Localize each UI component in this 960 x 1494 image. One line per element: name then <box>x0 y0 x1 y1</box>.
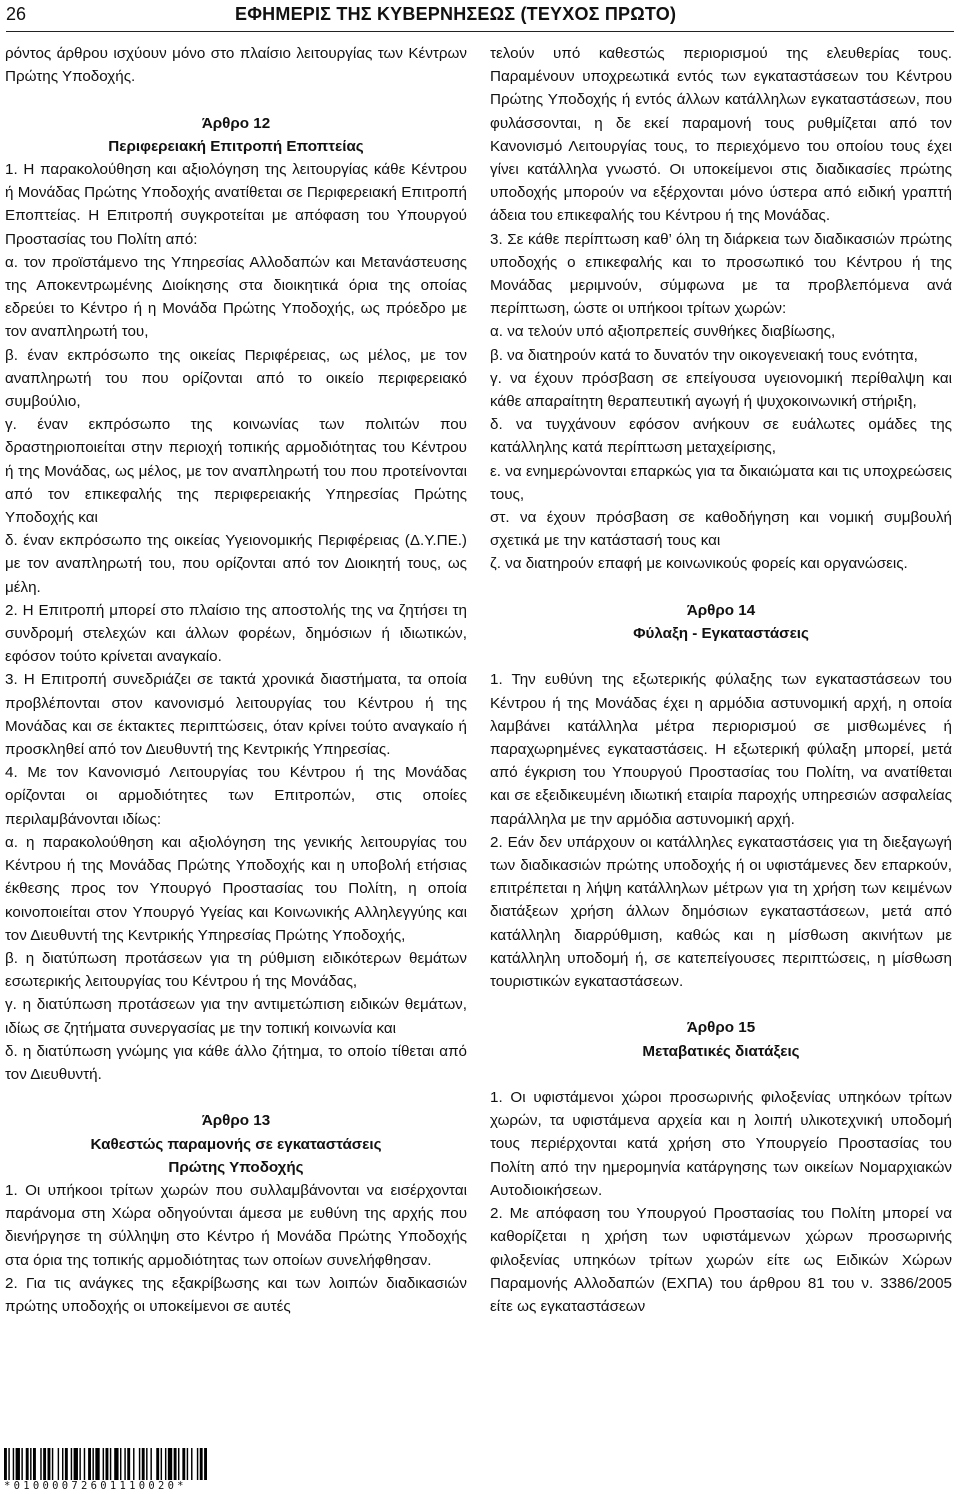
article-12-subitem-a: α. η παρακολούθηση και αξιολόγηση της γενικής λειτουργίας του Κέντρου ή της Μονάδας Πρώτης Υποδοχής και η υποβολή ετήσιας έκθεσης προς τον Υπουργό Προστασίας του Πολίτη, η οποία κοινοποιείται στον Υπουργό Υγείας και Κοινωνικής Αλληλεγγύης και τον Διευθυντή της Κεντρικής Υπηρεσίας Πρώτης Υποδοχής, <box>5 833 467 944</box>
article-14-title: Φύλαξη - Εγκαταστάσεις <box>633 625 809 643</box>
continuation-item-b: β. να διατηρούν κατά το δυνατόν την οικογενειακή τους ενότητα, <box>490 346 918 364</box>
article-15-paragraph: 1. Οι υφιστάμενοι χώροι προσωρινής φιλοξενίας υπηκόων τρίτων χωρών, τα υφιστάμενα αρχεία και η λοιπή υλικοτεχνική υποδομή τους περιέρχονται κατά χρήση στο Υπουργείο Προστασίας του Πολίτη από την ημερομηνία κατάργησης των οικείων Νομαρχιακών Αυτοδιοικήσεων. <box>490 1089 952 1199</box>
article-12-item-c: γ. έναν εκπρόσωπο της κοινωνίας των πολιτών που δραστηριοποιείται στην περιοχή τοπικής αρμοδιότητας του Κέντρου ή της Μονάδας, ως μέλος, με τον αναπληρωτή του που προτείνονται από τον επικεφαλής της περιφερειακής Υπηρεσίας Πρώτης Υποδοχής και <box>5 416 467 527</box>
right-column <box>490 42 952 1318</box>
article-14-number: Άρθρο 14 <box>686 601 756 619</box>
article-12-item-b: β. έναν εκπρόσωπο της οικείας Περιφέρειας, ως μέλος, με τον αναπληρωτή του που ορίζονται από το οικείο περιφερειακό συμβούλιο, <box>5 346 467 411</box>
barcode-number: *01000072601110020* <box>4 1480 187 1492</box>
article-15-number: Άρθρο 15 <box>686 1019 756 1037</box>
article-14-paragraph: 2. Εάν δεν υπάρχουν οι κατάλληλες εγκαταστάσεις για τη διεξαγωγή των διαδικασιών πρώτης υποδοχής ή οι υφιστάμενες δεν επαρκούν, επιτρέπεται η λήψη κατάλληλων μέτρων για τη χρήση των κειμένων διατάξεων χρήση άλλων δημόσιων εγκαταστάσεων, μετά από κατάλληλη διαρρύθμιση, καθώς και η μίσθωση ακινήτων με κατάλληλη υποδομή ή, σε κατεπείγουσες περιπτώσεις, η μίσθωση τουριστικών εγκαταστάσεων. <box>490 833 952 991</box>
barcode-bars <box>4 1448 304 1480</box>
article-12-item-a: α. τον προϊστάμενο της Υπηρεσίας Αλλοδαπών και Μετανάστευσης της Αποκεντρωμένης Διοίκησης στα διοικητικά όρια της οποίας εδρεύει το Κέντρο ή η Μονάδα Πρώτης Υποδοχής, ως πρόεδρο με τον αναπληρωτή του, <box>5 253 467 341</box>
article-13-paragraph: 1. Οι υπήκοοι τρίτων χωρών που συλλαμβάνονται να εισέρχονται παράνομα στη Χώρα οδηγούνται άμεσα με ευθύνη της αρχής που διενήργησε τη σύλληψη στο Κέντρο ή Μονάδα Πρώτης Υποδοχής στα όρια της τοπικής αρμοδιότητας των οποίων συνελήφθησαν. <box>5 1181 467 1269</box>
article-13-paragraph: 2. Για τις ανάγκες της εξακρίβωσης και των λοιπών διαδικασιών πρώτης υποδοχής οι υποκείμενοι σε αυτές <box>5 1274 467 1315</box>
article-12-item-d: δ. έναν εκπρόσωπο της οικείας Υγειονομικής Περιφέρειας (Δ.Υ.ΠΕ.) με τον αναπληρωτή του, που ορίζονται από τον Διοικητή τους, ως μέλη. <box>5 532 467 596</box>
article-15-title: Μεταβατικές διατάξεις <box>642 1042 800 1060</box>
continuation-item-e: ε. να ενημερώνονται επαρκώς για τα δικαιώματα και τις υποχρεώσεις τους, <box>490 462 952 503</box>
continuation-item-z: ζ. να διατηρούν επαφή με κοινωνικούς φορείς και οργανώσεις. <box>490 555 908 573</box>
article-12-subitem-c: γ. η διατύπωση προτάσεων για την αντιμετώπιση ειδικών θεμάτων, ιδίως σε ζητήματα συνεργασίας με την τοπική κοινωνία και <box>5 996 467 1037</box>
continuation-item-st: στ. να έχουν πρόσβαση σε καθοδήγηση και νομική συμβουλή σχετικά με την κατάστασή τους και <box>490 509 952 550</box>
article-13-title-line2: Πρώτης Υποδοχής <box>168 1158 304 1176</box>
barcode <box>4 1448 304 1494</box>
left-column <box>5 42 467 1318</box>
article-12-subitem-b: β. η διατύπωση προτάσεων για τη ρύθμιση ειδικότερων θεμάτων εσωτερικής λειτουργίας του Κέντρου ή της Μονάδας, <box>5 949 467 991</box>
continuation-item-d: δ. να τυγχάνουν εφόσον ανήκουν σε ευάλωτες ομάδες της κατάλληλης κατά περίπτωση μεταχείρισης, <box>490 416 952 457</box>
article-12-paragraph: 2. Η Επιτροπή μπορεί στο πλαίσιο της αποστολής της να ζητήσει τη συνδρομή στελεχών και άλλων φορέων, δημόσιων ή ιδιωτικών, εφόσον τούτο κρίνεται αναγκαίο. <box>5 601 467 666</box>
page-number: 26 <box>6 4 27 24</box>
article-12-paragraph: 1. Η παρακολούθηση και αξιολόγηση της λειτουργίας κάθε Κέντρου ή Μονάδας Πρώτης Υποδοχής ανατίθεται σε Περιφερειακή Επιτροπή Εποπτείας. Η Επιτροπή συγκροτείται με απόφαση του Υπουργού Προστασίας του Πολίτη από: <box>5 161 467 248</box>
continuation-item-a: α. να τελούν υπό αξιοπρεπείς συνθήκες διαβίωσης, <box>490 323 836 341</box>
article-13-number: Άρθρο 13 <box>201 1112 271 1130</box>
page-header <box>6 3 954 32</box>
article-14-paragraph: 1. Την ευθύνη της εξωτερικής φύλαξης των εγκαταστάσεων του Κέντρου ή της Μονάδας έχει η αρμόδια αστυνομική αρχή, η οποία λαμβάνει κατάλληλα μέτρα περιορισμού σε μισθωμένες ή παραχωρημένες εγκαταστάσεις. Η εξωτερική φύλαξη μπορεί, μετά από έγκριση του Υπουργού Προστασίας του Πολίτη, να ανατίθεται και σε εξειδικευμένη ιδιωτική εταιρία παροχής υπηρεσιών ασφαλείας παράλληλα με την αρμόδια αστυνομική αρχή. <box>490 671 952 828</box>
article-12-title: Περιφερειακή Επιτροπή Εποπτείας <box>108 137 364 155</box>
article-12-subitem-d: δ. η διατύπωση γνώμης για κάθε άλλο ζήτημα, το οποίο τίθεται από τον Διευθυντή. <box>5 1042 467 1083</box>
article-12-paragraph: 4. Με τον Κανονισμό Λειτουργίας του Κέντρου ή της Μονάδας ορίζονται οι αρμοδιότητες των Επιτροπών, στις οποίες περιλαμβάνονται ιδίως: <box>5 764 467 828</box>
intro-paragraph: ρόντος άρθρου ισχύουν μόνο στο πλαίσιο λειτουργίας των Κέντρων Πρώτης Υποδοχής. <box>5 45 467 86</box>
continuation-paragraph: 3. Σε κάθε περίπτωση καθ’ όλη τη διάρκεια των διαδικασιών πρώτης υποδοχής ο επικεφαλής και το προσωπικό του Κέντρου ή της Μονάδας μεριμνούν, σύμφωνα με τα προβλεπόμενα ανά περίπτωση, ώστε οι υπήκοοι τρίτων χωρών: <box>490 230 952 318</box>
journal-title: ΕΦΗΜΕΡΙΣ ΤΗΣ ΚΥΒΕΡΝΗΣΕΩΣ (ΤΕΥΧΟΣ ΠΡΩΤΟ) <box>235 4 677 24</box>
article-12-number: Άρθρο 12 <box>201 114 271 132</box>
continuation-item-c: γ. να έχουν πρόσβαση σε επείγουσα υγειονομική περίθαλψη και κάθε απαραίτητη θεραπευτική αγωγή ή ψυχοκοινωνική στήριξη, <box>490 369 952 411</box>
article-13-title-line1: Καθεστώς παραμονής σε εγκαταστάσεις <box>90 1135 382 1153</box>
continuation-paragraph: τελούν υπό καθεστώς περιορισμού της ελευθερίας τους. Παραμένουν υποχρεωτικά εντός των εγκαταστάσεων του Κέντρου Πρώτης Υποδοχής ή εντός άλλων κατάλληλων εγκαταστάσεων, που φυλάσσονται, η δε εκεί παραμονή τους ρυθμίζεται από τον Κανονισμό Λειτουργίας τους, το περιεχόμενο του οποίου τους έχει γίνει κατάλληλα γνωστό. Οι υποκείμενοι στις διαδικασίες πρώτης υποδοχής μπορούν να εξέρχονται μόνο ύστερα από ειδική γραπτή άδεια του επικεφαλής του Κέντρου ή της Μονάδας. <box>490 45 952 225</box>
article-12-paragraph: 3. Η Επιτροπή συνεδριάζει σε τακτά χρονικά διαστήματα, τα οποία προβλέπονται στον κανονισμό λειτουργίας του Κέντρου ή της Μονάδας και σε έκτακτες περιπτώσεις, όταν κρίνει τούτο αναγκαίο ή προσκληθεί από τον Διευθυντή της Κεντρικής Υπηρεσίας. <box>5 671 467 759</box>
article-15-paragraph: 2. Με απόφαση του Υπουργού Προστασίας του Πολίτη μπορεί να καθορίζεται η χρήση των υφιστάμενων χώρων προσωρινής φιλοξενίας υπηκόων τρίτων χωρών είτε ως Ειδικών Χώρων Παραμονής Αλλοδαπών (ΕΧΠΑ) του άρθρου 81 του ν. 3386/2005 είτε ως εγκαταστάσεων <box>490 1205 952 1315</box>
